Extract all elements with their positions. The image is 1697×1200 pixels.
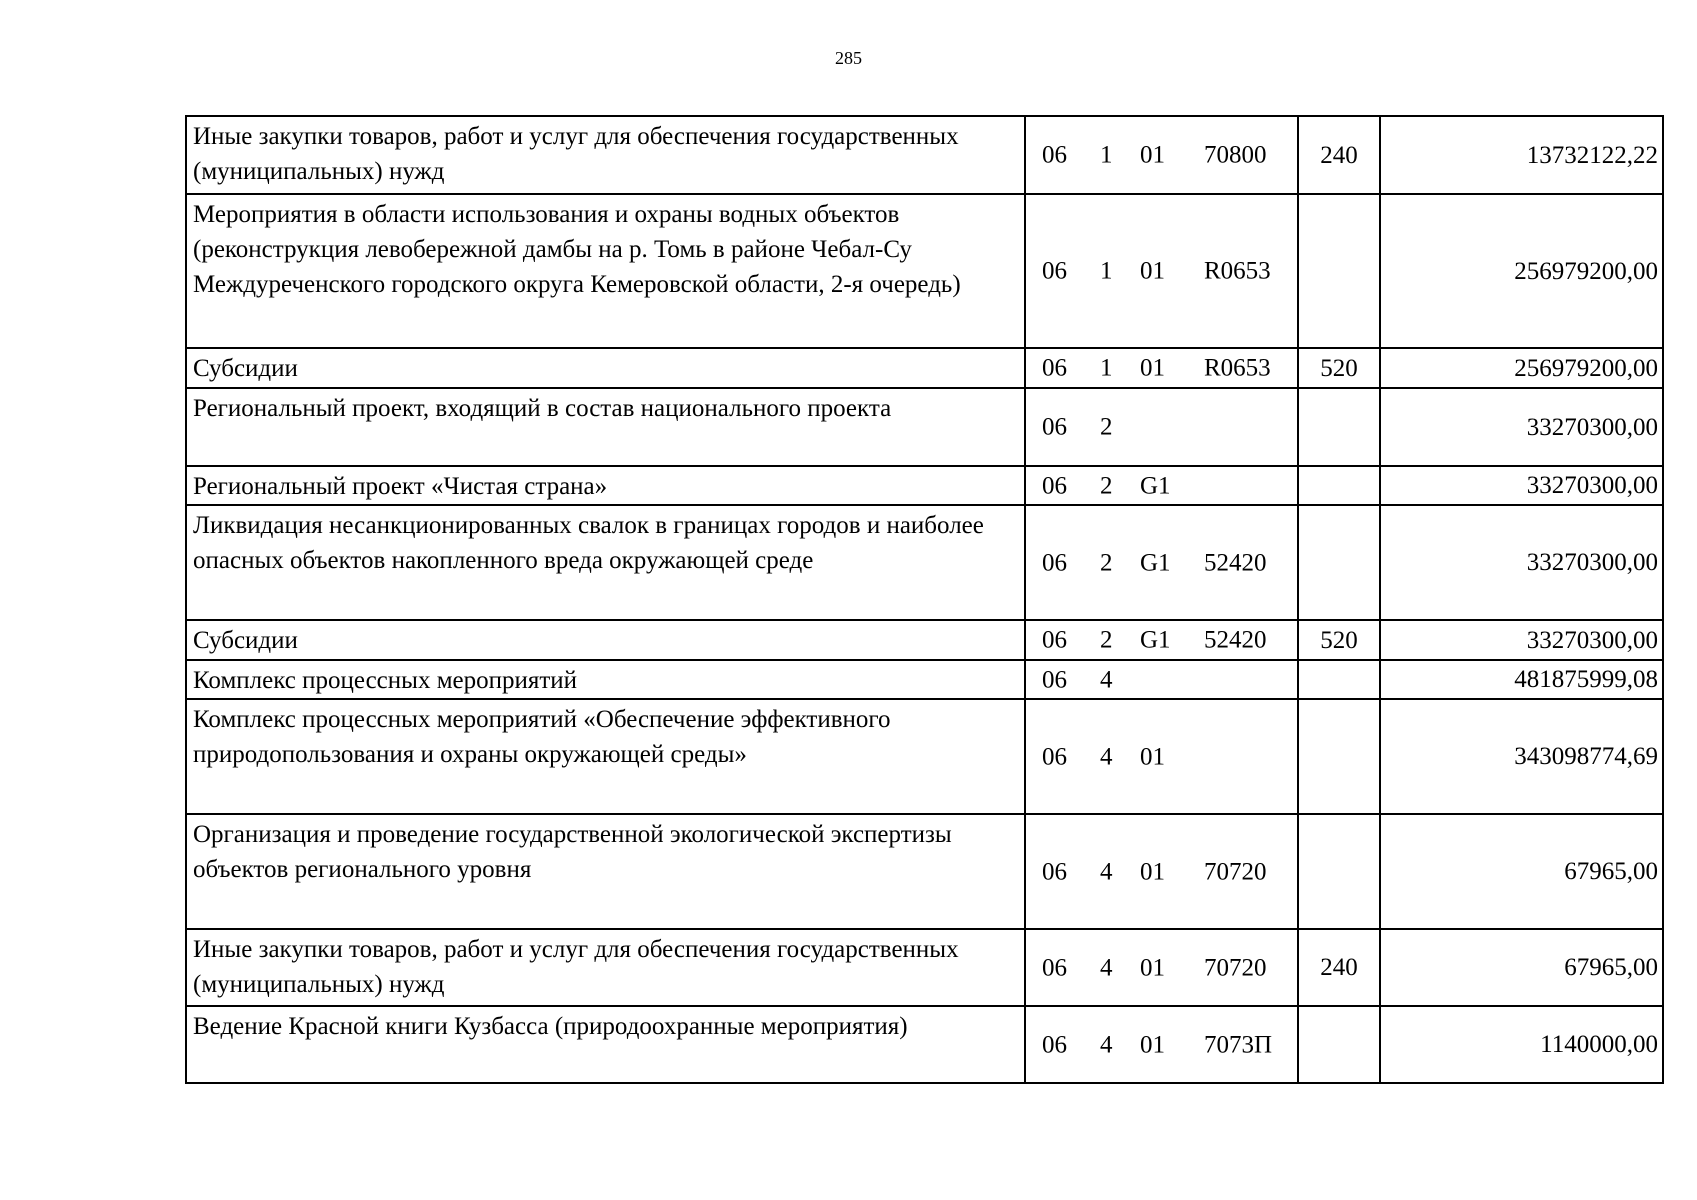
table-row — [186, 699, 1663, 814]
row-expense-type: 240 — [1298, 116, 1380, 194]
row-sum: 33270300,00 — [1380, 620, 1663, 660]
table-row — [186, 116, 1663, 194]
code-measure: G1 — [1140, 626, 1171, 654]
row-sum: 13732122,22 — [1380, 116, 1663, 194]
table-row — [186, 929, 1663, 1006]
code-program: 06 — [1042, 141, 1067, 169]
row-code — [1025, 466, 1298, 505]
row-sum: 33270300,00 — [1380, 466, 1663, 505]
row-code — [1025, 194, 1298, 348]
code-subprogram: 2 — [1100, 549, 1113, 576]
code-subprogram: 4 — [1100, 666, 1113, 693]
row-sum: 33270300,00 — [1380, 388, 1663, 466]
row-expense-type — [1298, 660, 1380, 699]
code-measure: 01 — [1140, 257, 1165, 285]
code-subprogram: 4 — [1100, 743, 1113, 770]
code-direction: 70720 — [1204, 858, 1267, 885]
row-code — [1025, 814, 1298, 929]
code-measure: 01 — [1140, 1031, 1165, 1058]
row-code — [1025, 388, 1298, 466]
table-row — [186, 466, 1663, 505]
code-subprogram: 4 — [1100, 1031, 1113, 1058]
code-program: 06 — [1042, 666, 1067, 693]
table-row — [186, 348, 1663, 388]
row-expense-type — [1298, 505, 1380, 620]
row-sum: 256979200,00 — [1380, 194, 1663, 348]
row-code — [1025, 620, 1298, 660]
row-expense-type — [1298, 1006, 1380, 1083]
code-program: 06 — [1042, 626, 1067, 654]
code-direction: 7073П — [1204, 1031, 1273, 1058]
code-program: 06 — [1042, 954, 1067, 981]
row-name: Ликвидация несанкционированных свалок в границах городов и наиболее опасных объектов накопленного вреда окружающей среде — [186, 505, 1025, 620]
row-code — [1025, 1006, 1298, 1083]
code-direction: R0653 — [1204, 354, 1271, 382]
code-subprogram: 1 — [1100, 257, 1113, 285]
row-code — [1025, 699, 1298, 814]
code-program: 06 — [1042, 413, 1067, 441]
table-row — [186, 620, 1663, 660]
table-row — [186, 660, 1663, 699]
row-name: Мероприятия в области использования и охраны водных объектов (реконструкция левобережной дамбы на р. Томь в районе Чебал-Су Междуреченского городского округа Кемеровской области, 2-я очередь) — [186, 194, 1025, 348]
code-subprogram: 2 — [1100, 472, 1113, 499]
row-code — [1025, 348, 1298, 388]
code-measure: G1 — [1140, 549, 1171, 576]
code-measure: 01 — [1140, 141, 1165, 169]
code-direction: 70720 — [1204, 954, 1267, 981]
row-expense-type: 240 — [1298, 929, 1380, 1006]
code-direction: 70800 — [1204, 141, 1267, 169]
row-sum: 1140000,00 — [1380, 1006, 1663, 1083]
budget-table — [185, 115, 1664, 1084]
code-measure: 01 — [1140, 858, 1165, 885]
code-measure: 01 — [1140, 954, 1165, 981]
row-code — [1025, 929, 1298, 1006]
code-direction: R0653 — [1204, 257, 1271, 285]
row-expense-type: 520 — [1298, 348, 1380, 388]
row-name: Организация и проведение государственной экологической экспертизы объектов регионального уровня — [186, 814, 1025, 929]
row-sum: 67965,00 — [1380, 814, 1663, 929]
row-sum: 256979200,00 — [1380, 348, 1663, 388]
row-name: Комплекс процессных мероприятий — [186, 660, 1025, 699]
code-program: 06 — [1042, 257, 1067, 285]
code-direction: 52420 — [1204, 549, 1267, 576]
row-expense-type — [1298, 466, 1380, 505]
row-name: Иные закупки товаров, работ и услуг для обеспечения государственных (муниципальных) нужд — [186, 116, 1025, 194]
table-row — [186, 194, 1663, 348]
code-direction: 52420 — [1204, 626, 1267, 654]
row-expense-type — [1298, 194, 1380, 348]
row-expense-type — [1298, 699, 1380, 814]
row-expense-type — [1298, 814, 1380, 929]
table-row — [186, 814, 1663, 929]
row-name: Ведение Красной книги Кузбасса (природоохранные мероприятия) — [186, 1006, 1025, 1083]
row-code — [1025, 116, 1298, 194]
code-program: 06 — [1042, 549, 1067, 576]
table-row — [186, 505, 1663, 620]
table-row — [186, 1006, 1663, 1083]
code-program: 06 — [1042, 858, 1067, 885]
row-name: Субсидии — [186, 620, 1025, 660]
code-subprogram: 1 — [1100, 354, 1113, 382]
code-subprogram: 4 — [1100, 954, 1113, 981]
row-code — [1025, 660, 1298, 699]
row-expense-type — [1298, 388, 1380, 466]
code-subprogram: 4 — [1100, 858, 1113, 885]
row-name: Субсидии — [186, 348, 1025, 388]
page-number: 285 — [835, 48, 862, 68]
code-program: 06 — [1042, 354, 1067, 382]
code-subprogram: 2 — [1100, 413, 1113, 441]
code-subprogram: 2 — [1100, 626, 1113, 654]
row-name: Комплекс процессных мероприятий «Обеспечение эффективного природопользования и охраны окружающей среды» — [186, 699, 1025, 814]
row-name: Региональный проект «Чистая страна» — [186, 466, 1025, 505]
code-measure: G1 — [1140, 472, 1171, 499]
code-measure: 01 — [1140, 354, 1165, 382]
code-measure: 01 — [1140, 743, 1165, 770]
row-name: Региональный проект, входящий в состав национального проекта — [186, 388, 1025, 466]
row-sum: 343098774,69 — [1380, 699, 1663, 814]
code-subprogram: 1 — [1100, 141, 1113, 169]
code-program: 06 — [1042, 472, 1067, 499]
row-name: Иные закупки товаров, работ и услуг для обеспечения государственных (муниципальных) нужд — [186, 929, 1025, 1006]
row-code — [1025, 505, 1298, 620]
table-row — [186, 388, 1663, 466]
code-program: 06 — [1042, 1031, 1067, 1058]
row-sum: 33270300,00 — [1380, 505, 1663, 620]
row-sum: 67965,00 — [1380, 929, 1663, 1006]
code-program: 06 — [1042, 743, 1067, 770]
row-expense-type: 520 — [1298, 620, 1380, 660]
row-sum: 481875999,08 — [1380, 660, 1663, 699]
